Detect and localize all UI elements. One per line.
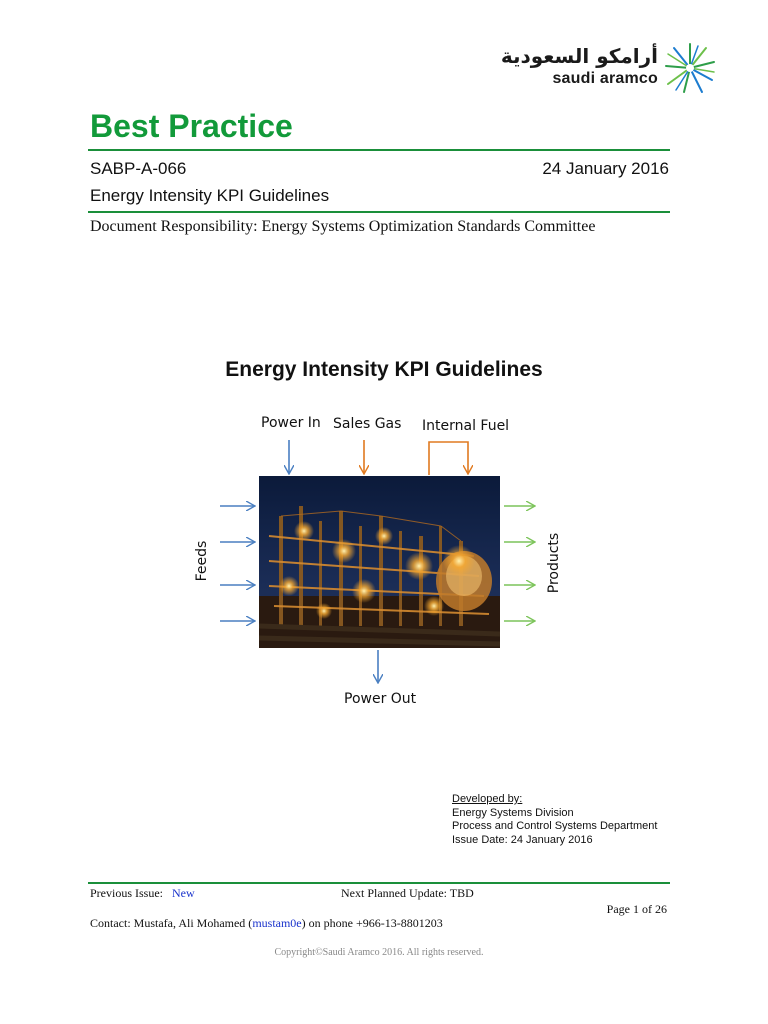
power-in-label: Power In xyxy=(261,415,321,431)
copyright: Copyright©Saudi Aramco 2016. All rights reserved. xyxy=(274,947,484,958)
previous-issue-label: Previous Issue: xyxy=(90,886,163,900)
previous-issue-value: New xyxy=(172,886,195,900)
internal-fuel-arrow xyxy=(429,442,468,475)
products-label: Products xyxy=(546,532,562,594)
logo-arabic-text: أرامكو السعودية xyxy=(500,44,658,68)
sales-gas-label: Sales Gas xyxy=(333,416,402,432)
logo-latin-text: saudi aramco xyxy=(552,70,658,87)
developed-by-heading: Developed by: xyxy=(452,793,523,805)
next-planned-update: Next Planned Update: TBD xyxy=(341,886,474,900)
document-date: 24 January 2016 xyxy=(542,159,669,178)
contact-line xyxy=(90,916,443,931)
cover-title: Energy Intensity KPI Guidelines xyxy=(225,358,543,381)
header-rule-top xyxy=(88,149,670,151)
document-responsibility: Document Responsibility: Energy Systems Optimization Standards Committee xyxy=(90,218,596,235)
header-rule-bottom xyxy=(88,211,670,213)
aramco-star-icon xyxy=(662,40,718,96)
developed-by-division: Energy Systems Division xyxy=(452,806,574,819)
developed-by-issue-date: Issue Date: 24 January 2016 xyxy=(452,833,593,846)
energy-flow-diagram xyxy=(184,400,584,720)
developed-by-department: Process and Control Systems Department xyxy=(452,820,658,832)
internal-fuel-label: Internal Fuel xyxy=(422,418,510,434)
contact-id-link[interactable]: mustam0e xyxy=(252,916,302,930)
contact-suffix: ) on phone +966-13-8801203 xyxy=(301,916,443,930)
document-subject: Energy Intensity KPI Guidelines xyxy=(90,186,330,205)
page-number: Page 1 of 26 xyxy=(606,902,667,916)
plant-photo xyxy=(259,476,500,648)
footer-rule xyxy=(88,882,670,884)
saudi-aramco-logo xyxy=(500,40,718,96)
power-out-label: Power Out xyxy=(344,691,417,707)
previous-issue xyxy=(90,886,195,901)
document-number: SABP-A-066 xyxy=(90,159,187,178)
developed-by-block xyxy=(452,793,657,847)
contact-prefix: Contact: Mustafa, Ali Mohamed ( xyxy=(90,916,253,930)
document-type-title: Best Practice xyxy=(90,108,293,144)
feeds-label: Feeds xyxy=(194,540,210,582)
